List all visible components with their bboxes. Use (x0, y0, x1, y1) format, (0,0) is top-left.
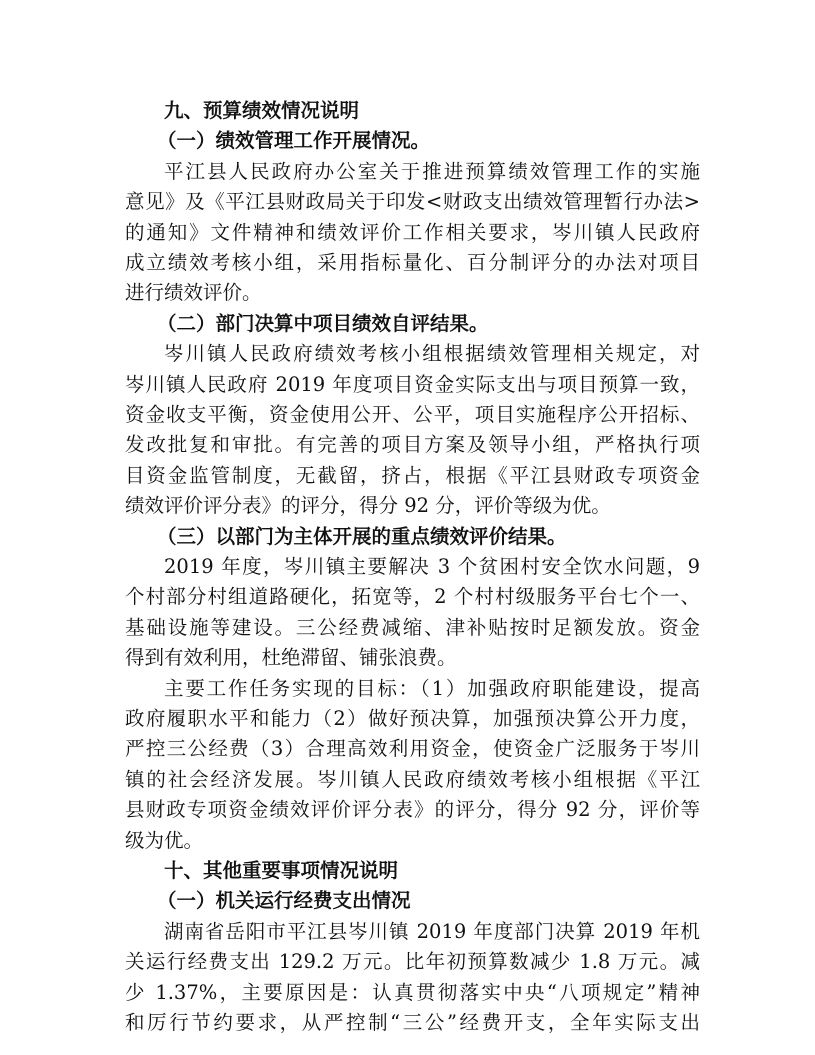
paragraph-line: 意见》及《平江县财政局关于印发<财政支出绩效管理暂行办法> (125, 190, 700, 213)
paragraph-line: 目资金监管制度，无截留，挤占，根据《平江县财政专项资金 (125, 464, 700, 487)
paragraph-line: 得到有效利用，杜绝滞留、铺张浪费。 (125, 646, 457, 669)
section-heading-9: 九、预算绩效情况说明 (164, 99, 360, 122)
paragraph-line: 2019 年度，岑川镇主要解决 3 个贫困村安全饮水问题，9 (164, 555, 700, 578)
paragraph-line: 关运行经费支出 129.2 万元。比年初预算数减少 1.8 万元。减 (125, 950, 700, 973)
paragraph-line: 的通知》文件精神和绩效评价工作相关要求，岑川镇人民政府 (125, 221, 700, 244)
paragraph-line: 少 1.37%，主要原因是：认真贯彻落实中央“八项规定”精神 (125, 981, 700, 1004)
paragraph-line: 级为优。 (125, 829, 204, 852)
paragraph-line: 发改批复和审批。有完善的项目方案及领导小组，严格执行项 (125, 433, 700, 456)
subheading-10-1: （一）机关运行经费支出情况 (157, 889, 411, 912)
paragraph-line: 个村部分村组道路硬化，拓宽等，2 个村村级服务平台七个一、 (125, 585, 700, 608)
section-heading-10: 十、其他重要事项情况说明 (164, 859, 399, 882)
subheading-9-2: （二）部门决算中项目绩效自评结果。 (157, 312, 489, 335)
paragraph-line: 和厉行节约要求，从严控制“三公”经费开支，全年实际支出 (125, 1011, 700, 1034)
paragraph-line: 岑川镇人民政府绩效考核小组根据绩效管理相关规定，对 (164, 342, 700, 365)
subheading-9-3: （三）以部门为主体开展的重点绩效评价结果。 (157, 525, 567, 548)
paragraph-line: 县财政专项资金绩效评价评分表》的评分，得分 92 分，评价等 (125, 798, 700, 821)
paragraph-line: 湖南省岳阳市平江县岑川镇 2019 年度部门决算 2019 年机 (164, 920, 700, 943)
paragraph-line: 成立绩效考核小组，采用指标量化、百分制评分的办法对项目 (125, 251, 700, 274)
paragraph-line: 进行绩效评价。 (125, 281, 262, 304)
paragraph-line: 基础设施等建设。三公经费减缩、津补贴按时足额发放。资金 (125, 616, 700, 639)
paragraph-line: 政府履职水平和能力（2）做好预决算，加强预决算公开力度， (125, 707, 700, 730)
subheading-9-1: （一）绩效管理工作开展情况。 (157, 129, 431, 152)
paragraph-line: 镇的社会经济发展。岑川镇人民政府绩效考核小组根据《平江 (125, 768, 700, 791)
paragraph-line: 资金收支平衡，资金使用公开、公平，项目实施程序公开招标、 (125, 403, 700, 426)
paragraph-line: 严控三公经费（3）合理高效利用资金，使资金广泛服务于岑川 (125, 737, 700, 760)
paragraph-line: 主要工作任务实现的目标：（1）加强政府职能建设，提高 (164, 677, 700, 700)
paragraph-line: 岑川镇人民政府 2019 年度项目资金实际支出与项目预算一致， (125, 373, 700, 396)
paragraph-line: 绩效评价评分表》的评分，得分 92 分，评价等级为优。 (125, 494, 611, 517)
paragraph-line: 平江县人民政府办公室关于推进预算绩效管理工作的实施 (164, 160, 700, 183)
